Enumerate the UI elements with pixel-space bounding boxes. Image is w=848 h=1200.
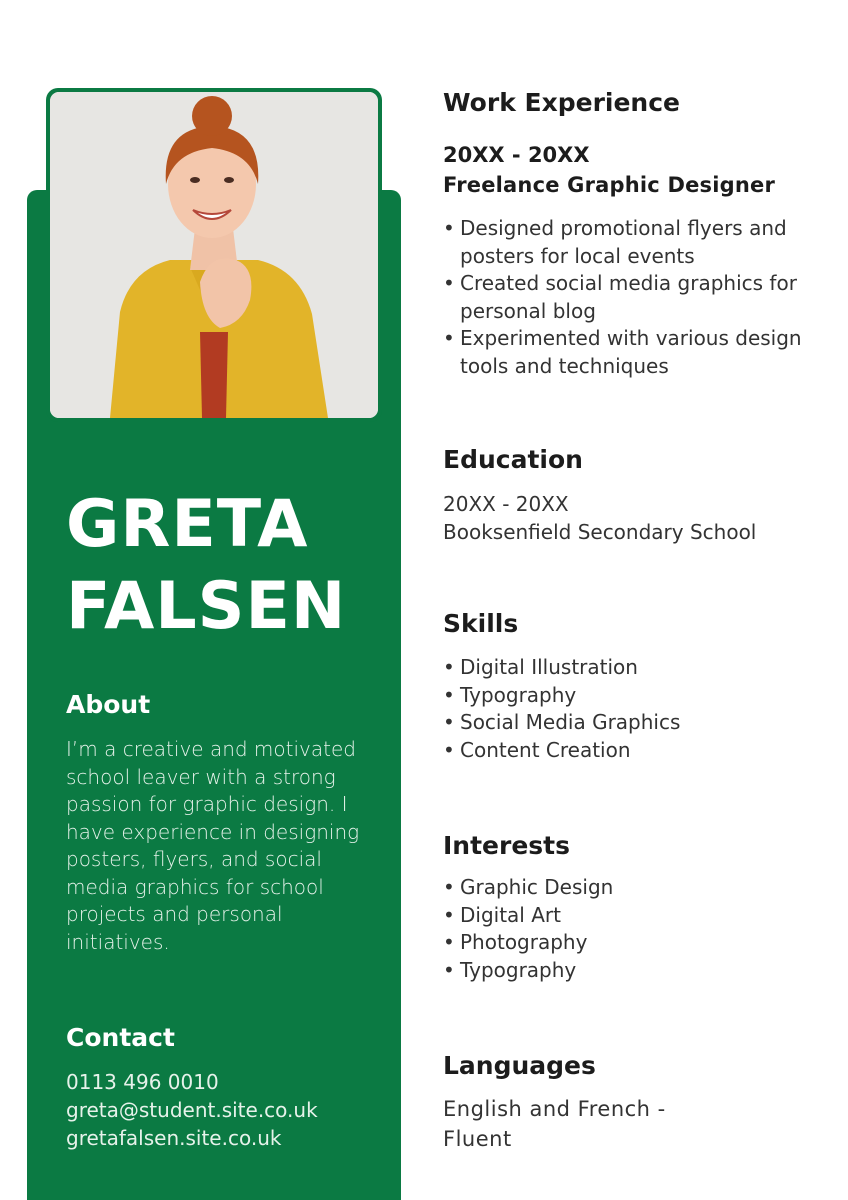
education-school: Booksenfield Secondary School: [443, 520, 757, 544]
last-name: FALSEN: [66, 569, 347, 644]
list-item: • Typography: [443, 682, 680, 710]
job-dates: 20XX - 20XX: [443, 143, 590, 167]
contact-website: gretafalsen.site.co.uk: [66, 1126, 282, 1150]
profile-photo: [50, 92, 378, 418]
contact-heading: Contact: [66, 1023, 175, 1052]
list-item: • Created social media graphics for personal blog: [443, 270, 803, 325]
about-text: I’m a creative and motivated school leaver with a strong passion for graphic design. I have experience in designing posters, flyers, and social media graphics for school projects and personal initiatives.: [66, 737, 360, 954]
candidate-name: [66, 484, 346, 648]
list-item: • Photography: [443, 929, 613, 957]
education-dates: 20XX - 20XX: [443, 492, 569, 516]
list-item: • Digital Art: [443, 902, 613, 930]
list-item: • Social Media Graphics: [443, 709, 680, 737]
list-item: • Experimented with various design tools and techniques: [443, 325, 803, 380]
languages-text: English and French - Fluent: [443, 1097, 666, 1151]
list-item: • Typography: [443, 957, 613, 985]
list-item: • Digital Illustration: [443, 654, 680, 682]
list-item: • Designed promotional flyers and posters for local events: [443, 215, 803, 270]
profile-photo-frame: [46, 88, 382, 422]
first-name: GRETA: [66, 487, 309, 562]
education-heading: Education: [443, 445, 583, 474]
job-title: Freelance Graphic Designer: [443, 173, 776, 197]
languages-heading: Languages: [443, 1051, 596, 1080]
contact-list: [66, 1068, 318, 1152]
skills-heading: Skills: [443, 609, 519, 638]
work-experience-heading: Work Experience: [443, 88, 680, 117]
contact-email: greta@student.site.co.uk: [66, 1098, 318, 1122]
skills-list: [443, 654, 680, 764]
interests-list: [443, 874, 613, 984]
interests-heading: Interests: [443, 831, 571, 860]
contact-phone: 0113 496 0010: [66, 1070, 219, 1094]
work-duties-list: [443, 215, 803, 380]
about-heading: About: [66, 690, 151, 719]
list-item: • Graphic Design: [443, 874, 613, 902]
list-item: • Content Creation: [443, 737, 680, 765]
